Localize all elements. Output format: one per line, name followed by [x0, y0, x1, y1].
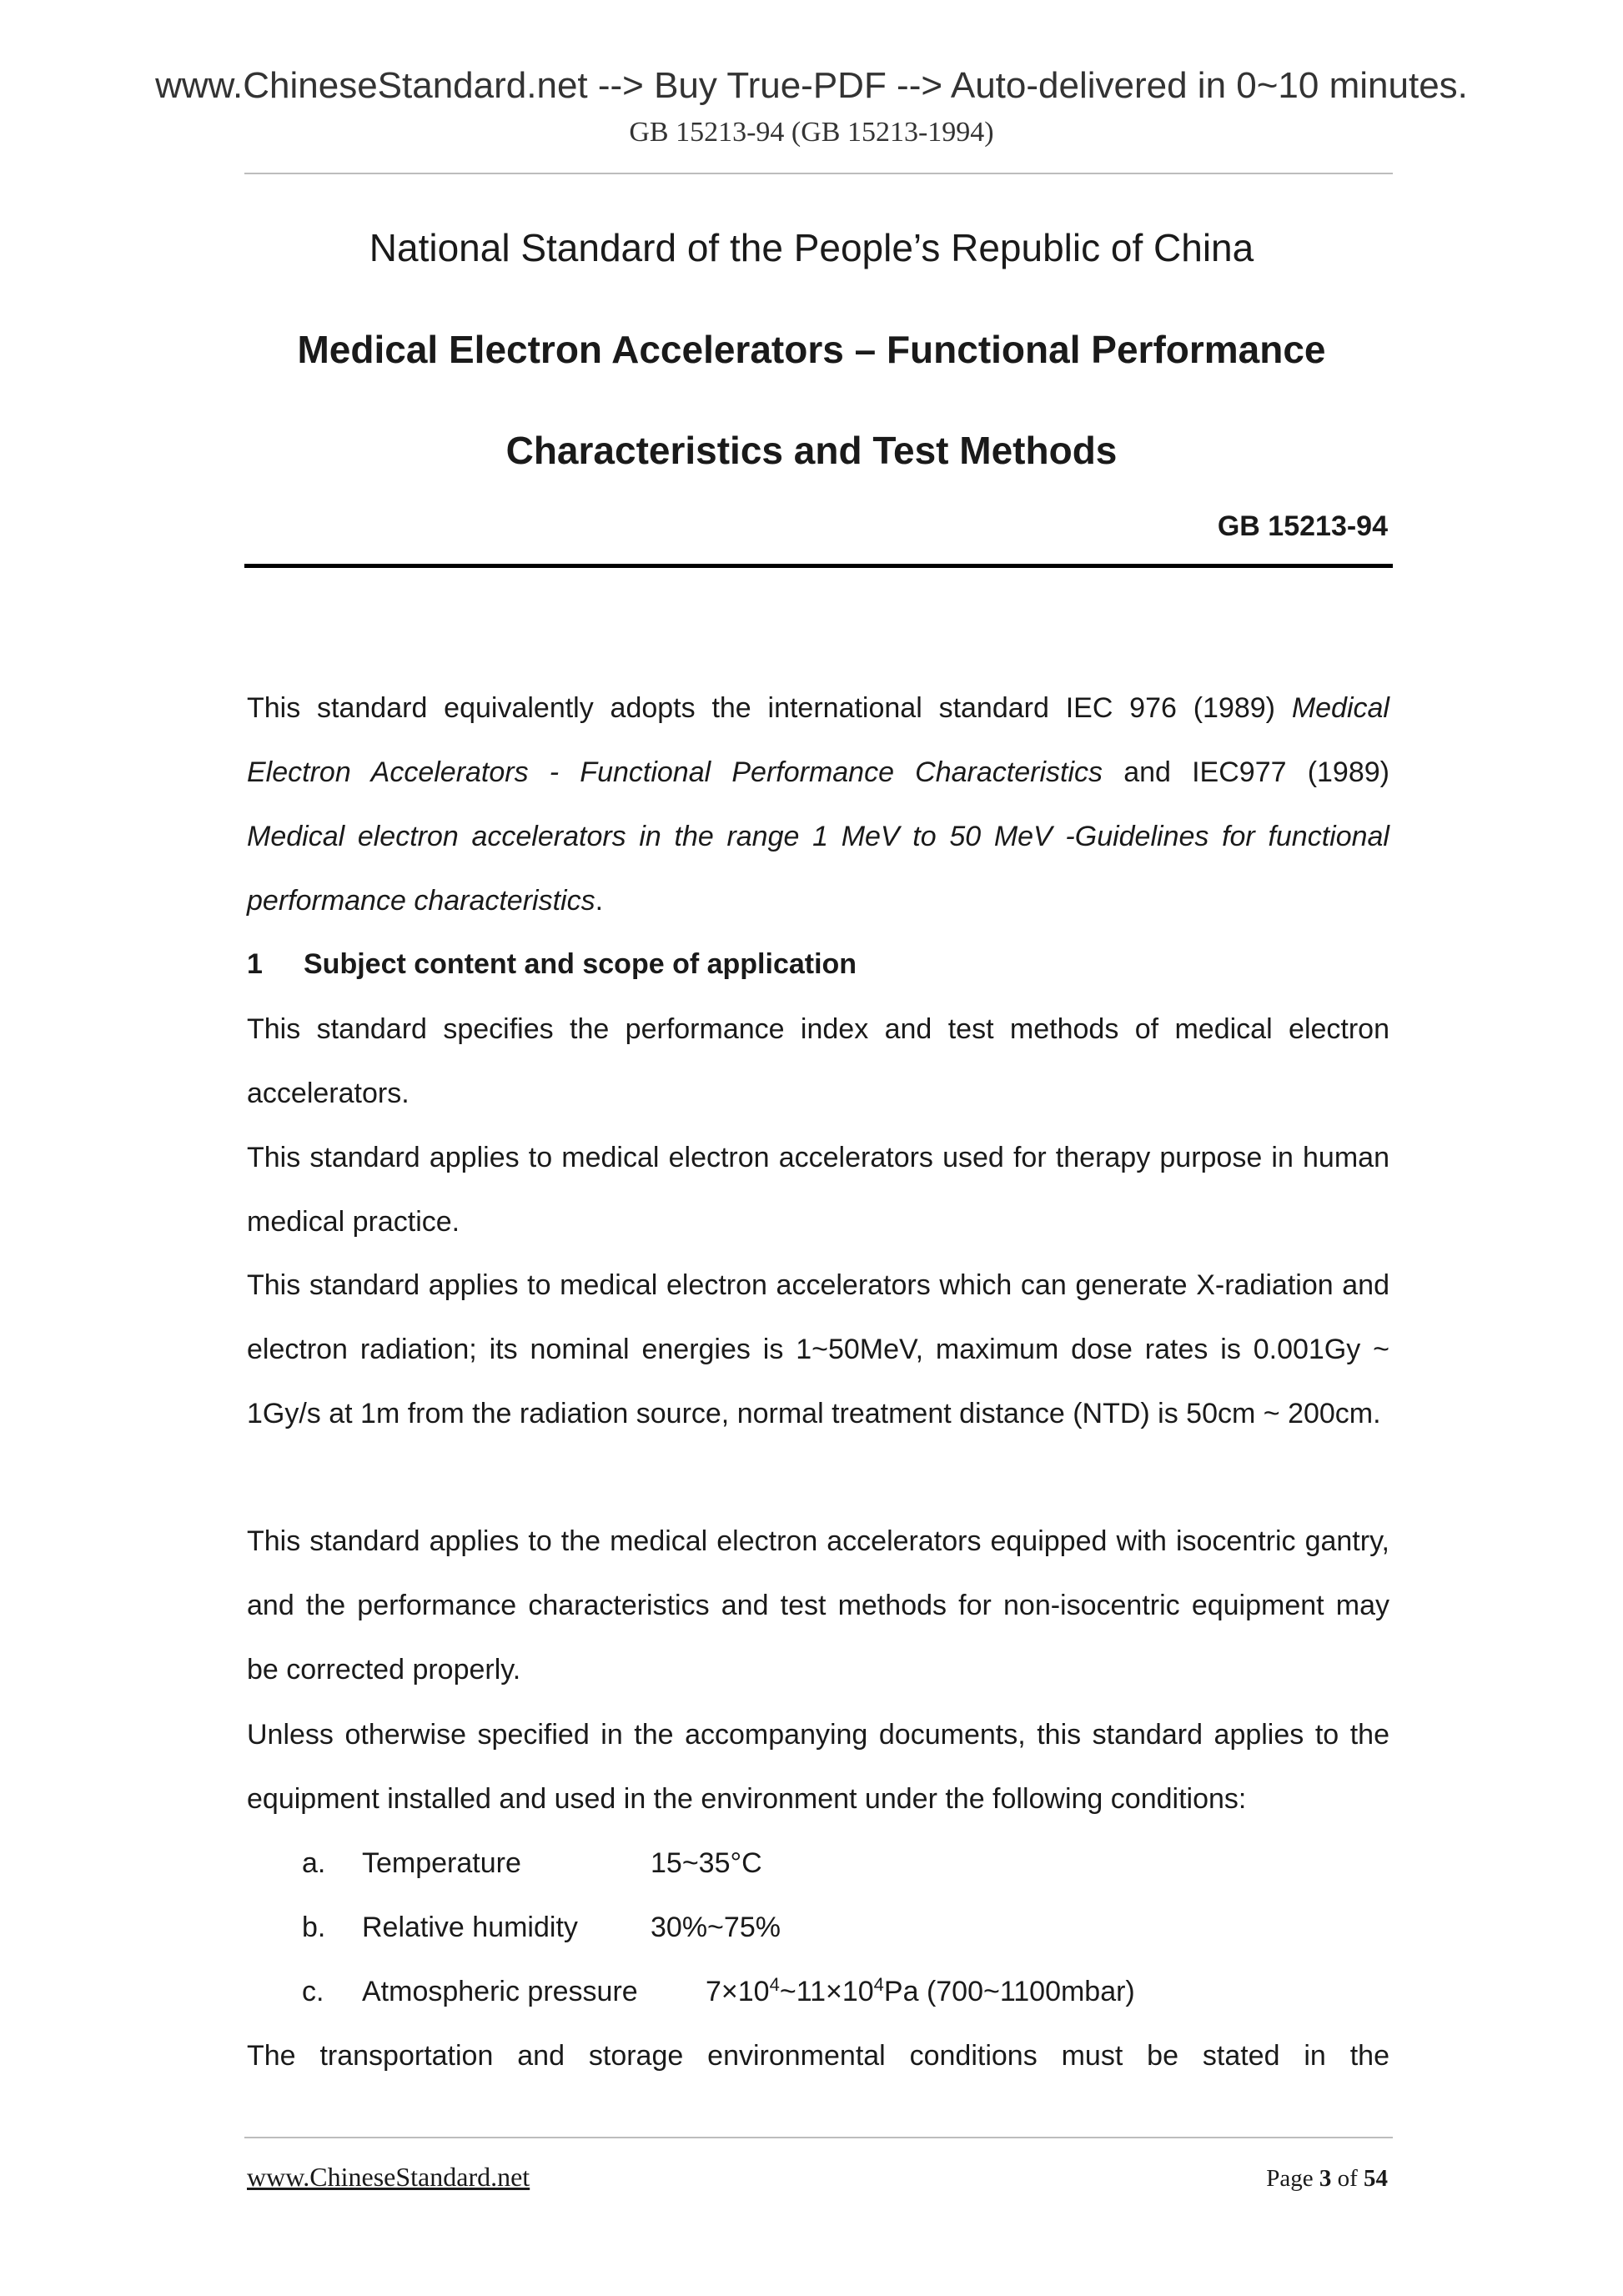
pressure-exponent: 4: [769, 1974, 780, 1995]
pressure-value-part: ~11×10: [779, 1976, 874, 2007]
title-divider: [244, 564, 1393, 568]
document-title-line-2: Characteristics and Test Methods: [505, 429, 1118, 472]
intro-paragraph: [247, 676, 1389, 933]
condition-value: 15~35°C: [651, 1847, 762, 1879]
section-number: 1: [247, 948, 263, 980]
document-title-line-1: Medical Electron Accelerators – Functional Performance: [297, 328, 1326, 371]
condition-name: Relative humidity: [362, 1912, 578, 1943]
condition-label: a.: [302, 1847, 326, 1879]
header-divider: [244, 173, 1393, 174]
footer-website-link[interactable]: www.ChineseStandard.net: [247, 2162, 530, 2192]
header-banner-link[interactable]: www.ChineseStandard.net --> Buy True-PDF --> Auto-delivered in 0~10 minutes.: [155, 65, 1468, 106]
scope-paragraph-6: The transportation and storage environmental conditions must be stated in the: [247, 2040, 1389, 2072]
scope-paragraph-3: This standard applies to medical electron accelerators which can generate X-radiation and electron radiation; its nominal energies is 1~50MeV, maximum dose rates is 0.001Gy ~ 1Gy/s at 1m from the radiation source, normal treatment distance (NTD) is 50cm ~ 200cm.: [247, 1269, 1389, 1429]
scope-paragraph-4: This standard applies to the medical electron accelerators equipped with isocentric gantry, and the performance characteristics and test methods for non-isocentric equipment may be corrected properly.: [247, 1525, 1389, 1686]
condition-label: c.: [302, 1976, 324, 2007]
pressure-value-part: Pa (700~1100mbar): [883, 1976, 1135, 2007]
scope-paragraph-1: This standard specifies the performance index and test methods of medical electron accelerators.: [247, 1013, 1389, 1109]
page-total: 54: [1364, 2165, 1388, 2192]
intro-text-3: .: [595, 885, 604, 917]
page-current: 3: [1319, 2165, 1332, 2192]
intro-iec976-title: Medical Electron Accelerators - Functional Performance Characteristics: [247, 692, 1389, 788]
intro-iec977-title: Medical electron accelerators in the range 1 MeV to 50 MeV -Guidelines for functional performance characteristics: [247, 821, 1389, 917]
page-of: of: [1331, 2165, 1364, 2192]
section-heading: [247, 932, 857, 997]
section-title: Subject content and scope of application: [304, 948, 857, 980]
footer-divider: [244, 2137, 1393, 2138]
condition-label: b.: [302, 1912, 326, 1943]
standard-number: GB 15213-94: [1217, 510, 1388, 542]
condition-value: 30%~75%: [651, 1912, 781, 1943]
pressure-value-part: 7×10: [706, 1976, 770, 2007]
national-standard-title: National Standard of the People’s Republic of China: [369, 226, 1254, 269]
condition-name: Temperature: [362, 1847, 521, 1879]
scope-paragraph-2: This standard applies to medical electron accelerators used for therapy purpose in human medical practice.: [247, 1142, 1389, 1238]
header-standard-code: GB 15213-94 (GB 15213-1994): [629, 117, 994, 148]
page-prefix: Page: [1266, 2165, 1319, 2192]
condition-value: [706, 1960, 1135, 2024]
pressure-exponent: 4: [873, 1974, 884, 1995]
scope-paragraph-5: Unless otherwise specified in the accompanying documents, this standard applies to the equipment installed and used in the environment under the following conditions:: [247, 1719, 1389, 1815]
intro-text-1: This standard equivalently adopts the international standard IEC 976 (1989): [247, 692, 1292, 724]
condition-name: Atmospheric pressure: [362, 1976, 638, 2007]
page-number: [1266, 2165, 1388, 2193]
intro-text-2: and IEC977 (1989): [1103, 756, 1389, 788]
